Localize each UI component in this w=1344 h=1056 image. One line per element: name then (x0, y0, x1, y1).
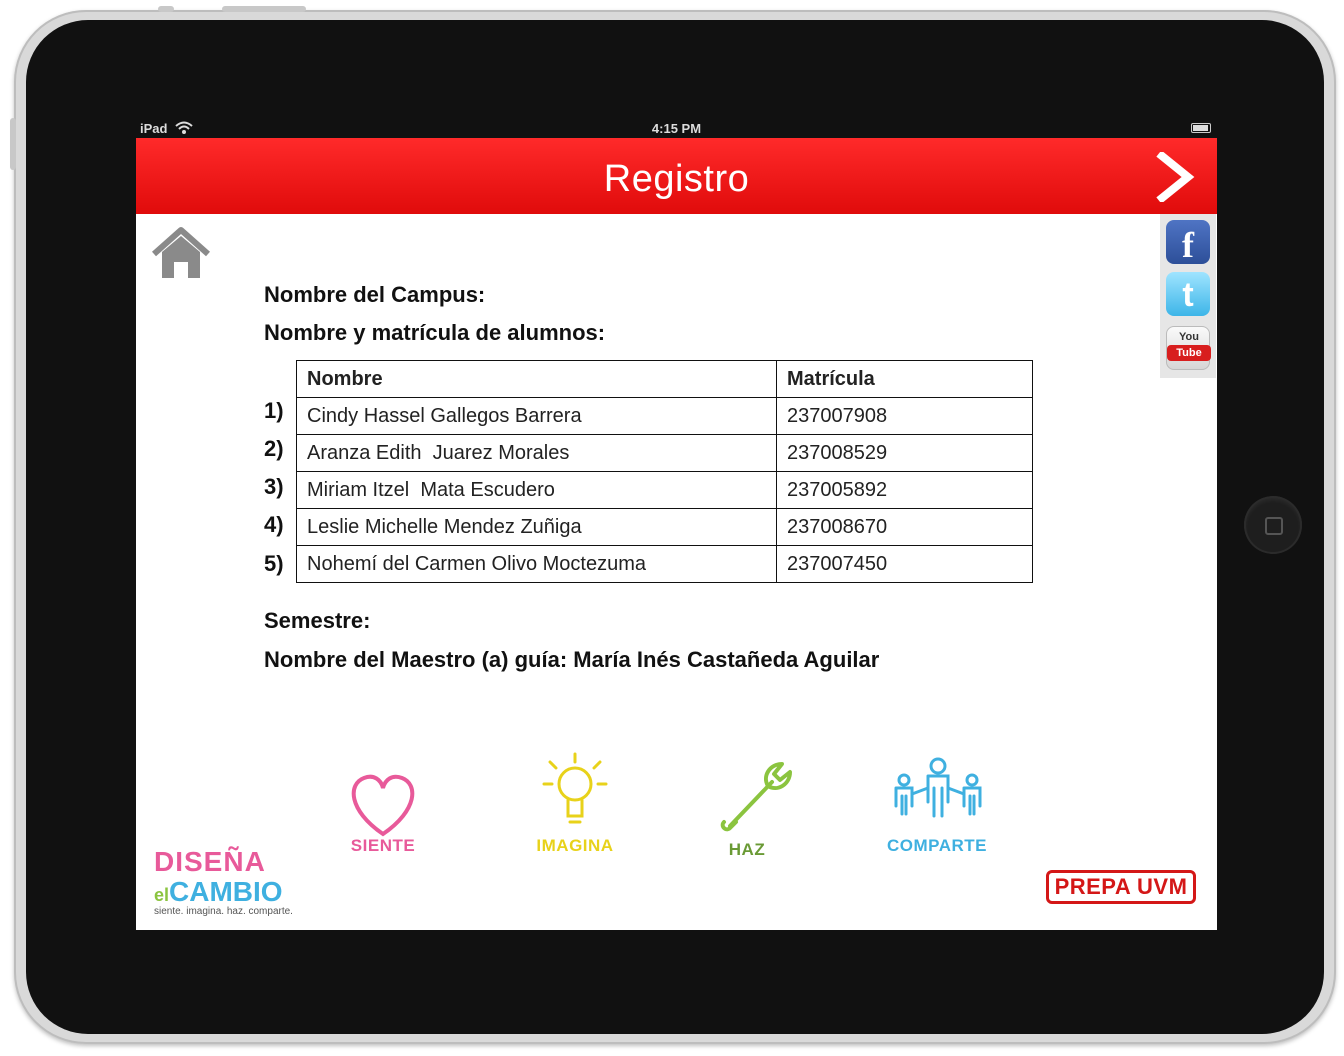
row-index: 2) (264, 436, 284, 461)
page-title: Registro (603, 158, 750, 200)
home-square-icon (1265, 517, 1283, 535)
table-row (297, 398, 1033, 435)
column-header-name: Nombre (297, 361, 777, 398)
row-index: 5) (264, 551, 284, 576)
row-index: 1) (264, 398, 284, 423)
brand-line1: DISEÑA (154, 846, 266, 877)
student-name: Aranza Edith Juarez Morales (297, 435, 777, 472)
status-bar (136, 118, 1217, 138)
brand-tagline: siente. imagina. haz. comparte. (154, 906, 293, 917)
student-name: Cindy Hassel Gallegos Barrera (297, 398, 777, 435)
row-index: 4) (264, 512, 284, 537)
row-index: 3) (264, 474, 284, 499)
table-row (297, 435, 1033, 472)
brand-cambio: CAMBIO (169, 876, 283, 907)
lightbulb-icon (510, 748, 640, 832)
category-label: IMAGINA (536, 836, 614, 855)
volume-button (10, 118, 16, 170)
disena-el-cambio-logo (154, 846, 294, 918)
student-id: 237005892 (777, 472, 1033, 509)
category-label: SIENTE (350, 836, 416, 855)
students-label: Nombre y matrícula de alumnos: (264, 320, 606, 345)
battery-icon (1191, 123, 1211, 133)
student-id: 237007450 (777, 546, 1033, 583)
sleep-button (222, 6, 306, 12)
hardware-home-button[interactable] (1244, 496, 1302, 554)
youtube-you: You (1179, 331, 1199, 343)
campus-label: Nombre del Campus: (264, 282, 486, 307)
clock: 4:15 PM (651, 121, 702, 136)
table-row (297, 509, 1033, 546)
carrier-label: iPad (140, 121, 168, 136)
twitter-glyph: t (1182, 276, 1194, 314)
table-header-row (297, 361, 1033, 398)
student-id: 237008670 (777, 509, 1033, 546)
social-sidebar (1160, 214, 1216, 378)
category-label: COMPARTE (886, 836, 987, 855)
brand-el: el (154, 885, 170, 905)
facebook-glyph: f (1182, 225, 1194, 265)
heart-icon (318, 762, 448, 842)
table-row (297, 472, 1033, 509)
student-name: Miriam Itzel Mata Escudero (297, 472, 777, 509)
semester-label: Semestre: (264, 608, 371, 633)
category-siente[interactable] (318, 754, 448, 864)
category-comparte[interactable] (872, 754, 1002, 864)
column-header-id: Matrícula (777, 361, 1033, 398)
home-icon[interactable] (150, 226, 212, 282)
twitter-icon[interactable] (1166, 272, 1210, 316)
youtube-icon[interactable] (1166, 326, 1210, 370)
student-name: Nohemí del Carmen Olivo Moctezuma (297, 546, 777, 583)
student-name: Leslie Michelle Mendez Zuñiga (297, 509, 777, 546)
teacher-label: Nombre del Maestro (a) guía: María Inés Castañeda Aguilar (264, 647, 880, 672)
students-table (296, 360, 1033, 583)
student-id: 237008529 (777, 435, 1033, 472)
youtube-tube: Tube (1167, 345, 1211, 361)
facebook-icon[interactable] (1166, 220, 1210, 264)
prepa-uvm-logo: PREPA UVM (1046, 870, 1196, 904)
header-bar (136, 138, 1217, 214)
wrench-icon (682, 752, 812, 836)
table-row (297, 546, 1033, 583)
category-haz[interactable] (682, 754, 812, 864)
chevron-right-icon[interactable] (1154, 152, 1198, 202)
screen (136, 118, 1217, 930)
brand-line2 (154, 876, 283, 908)
people-icon (872, 754, 1002, 838)
category-imagina[interactable] (510, 754, 640, 864)
student-id: 237007908 (777, 398, 1033, 435)
mute-switch (158, 6, 174, 12)
category-label: HAZ (728, 840, 766, 859)
